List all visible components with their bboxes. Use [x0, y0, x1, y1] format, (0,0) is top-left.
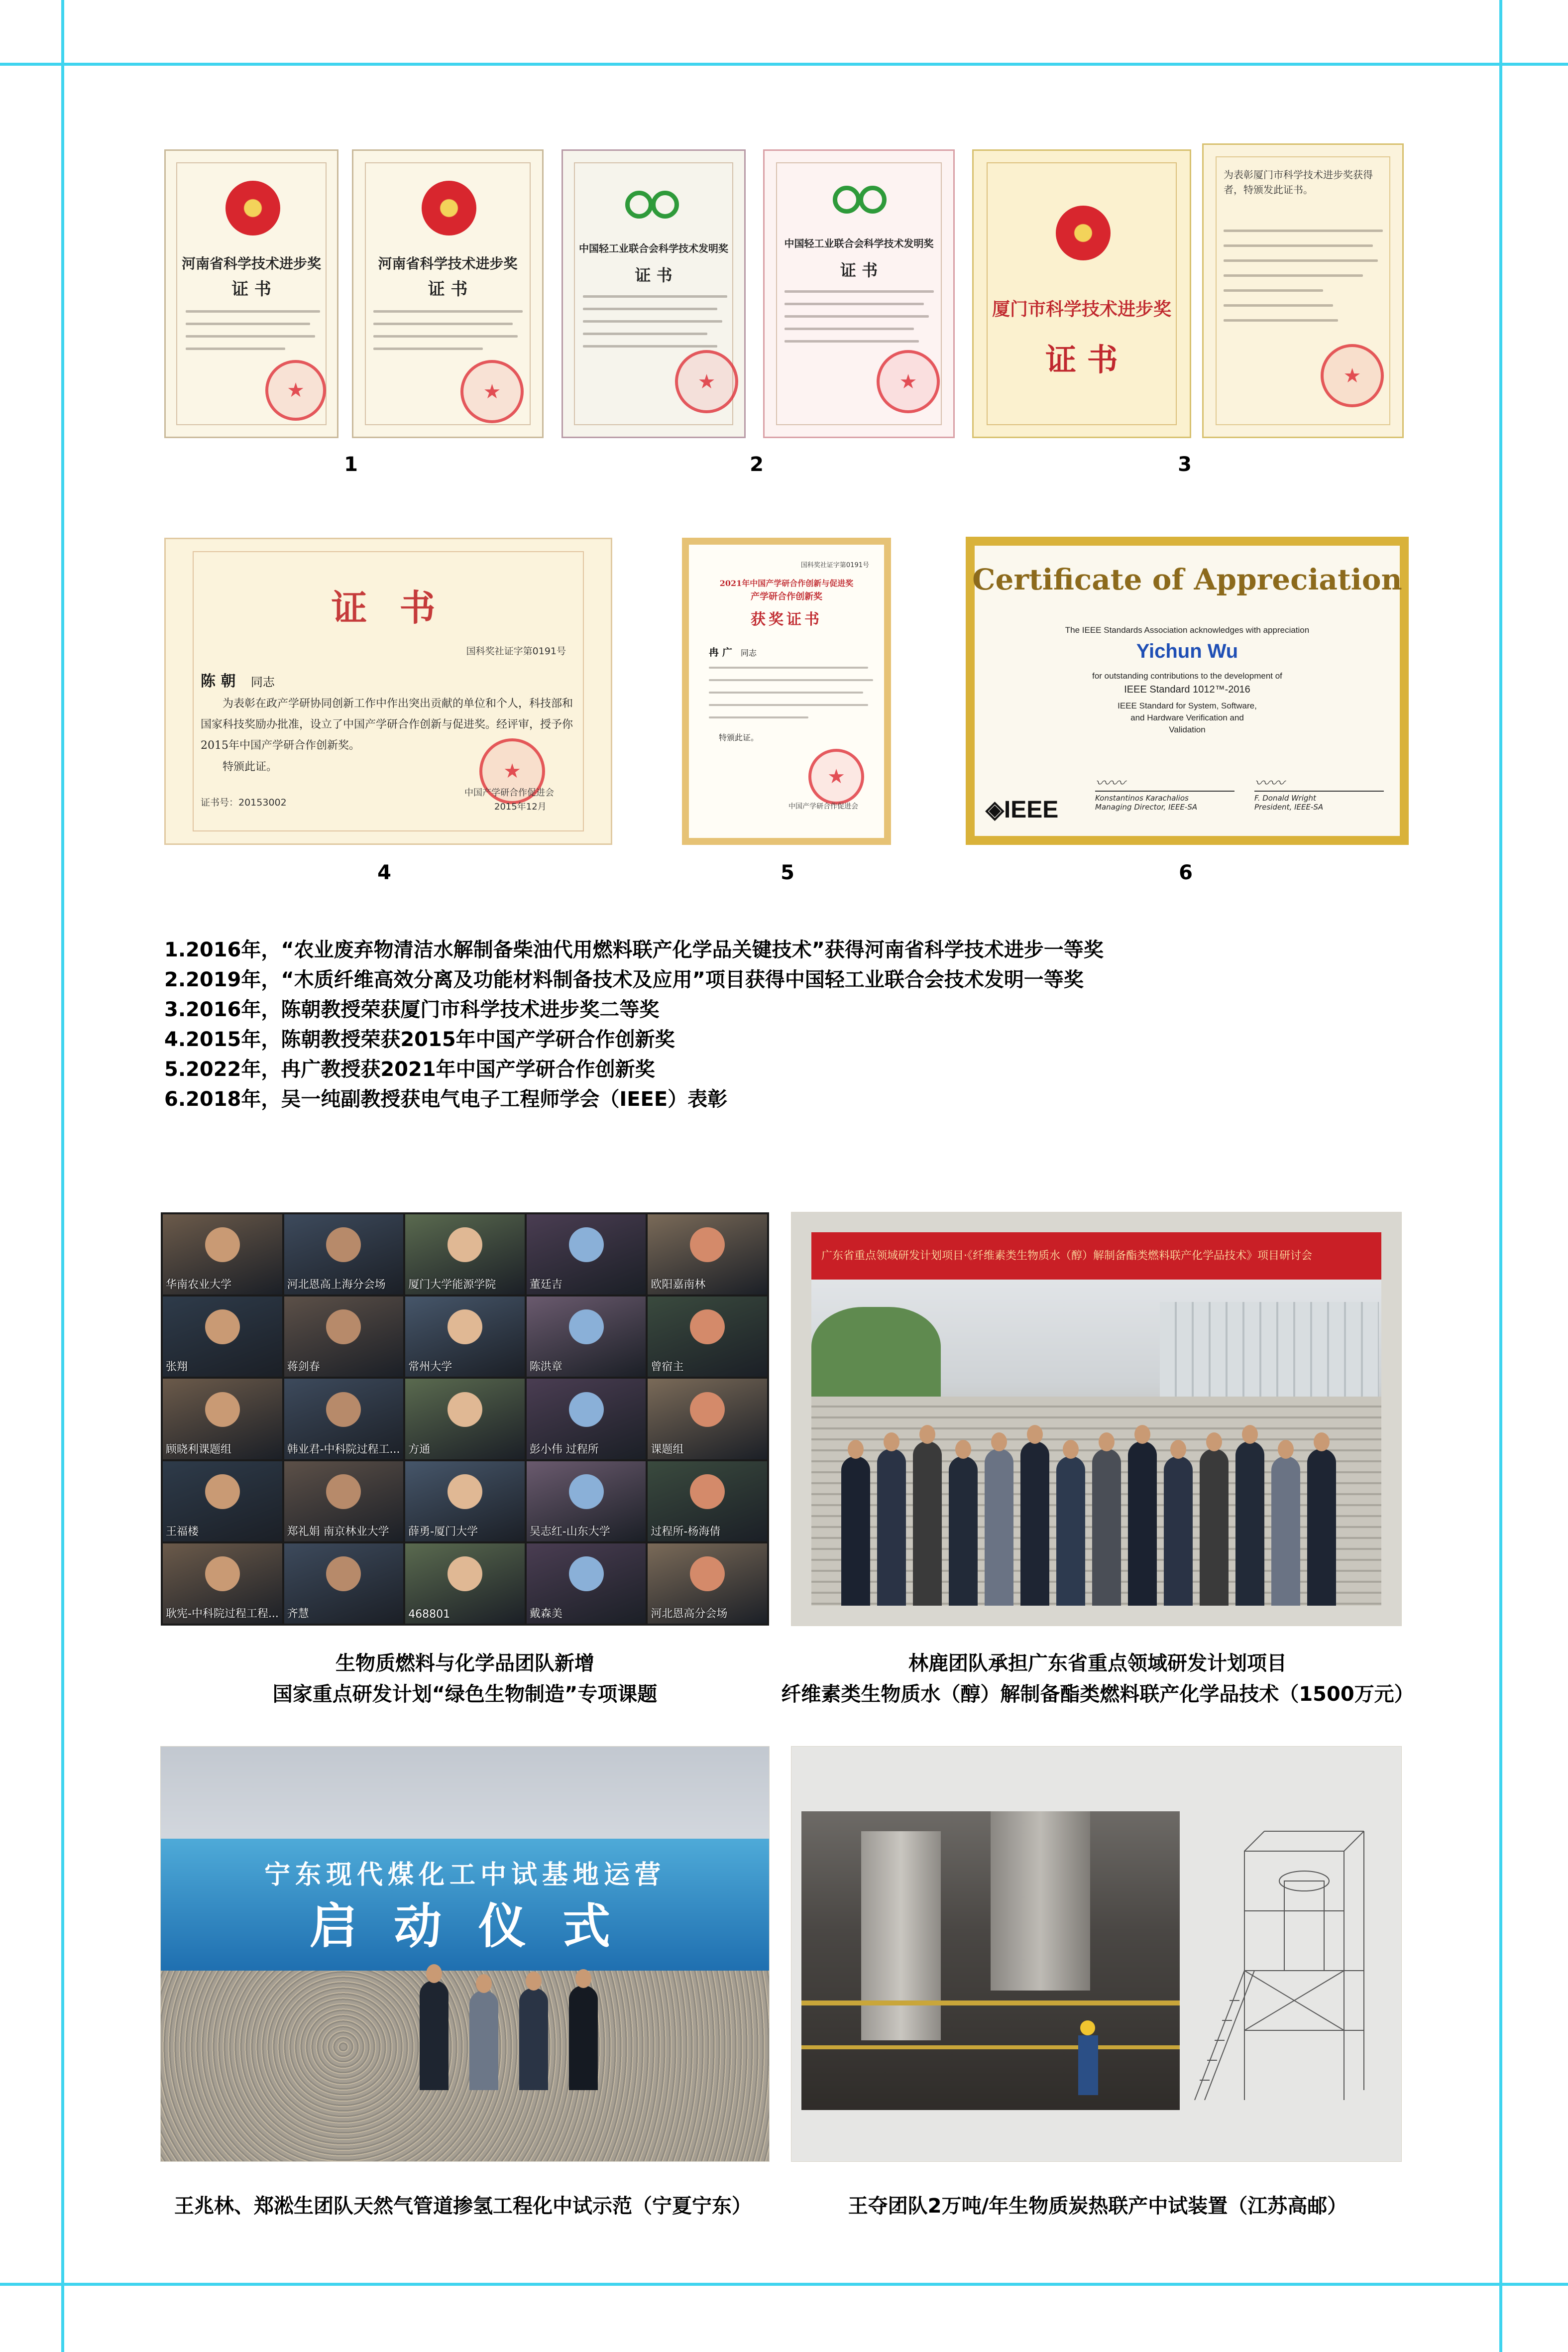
- participant-label: 河北恩高分会场: [651, 1607, 728, 1620]
- certificate-title-line1: 2021年中国产学研合作创新与促进奖: [719, 579, 854, 588]
- participant-label: 薛勇-厦门大学: [408, 1525, 478, 1538]
- signature-2: 〰〰 F. Donald Wright President, IEEE-SA: [1254, 771, 1384, 812]
- video-tile: [648, 1461, 767, 1541]
- signature-scribble-icon: 〰〰: [1254, 771, 1384, 792]
- recipient-name: 陈 朝 同志: [201, 673, 275, 690]
- participant-avatar: [569, 1309, 604, 1344]
- national-emblem-icon: [1056, 206, 1111, 260]
- certificate-number-4: 4: [377, 861, 391, 884]
- participant-label: 韩业君-中科院过程工...: [287, 1443, 400, 1456]
- issuer: 中国产学研合作促进会: [788, 803, 858, 811]
- ieee-standard: IEEE Standard 1012™-2016: [1124, 684, 1250, 695]
- certificate-xiamen-cover: [972, 149, 1191, 438]
- participant-avatar: [690, 1392, 725, 1427]
- ieee-desc-3: Validation: [1169, 725, 1206, 734]
- ceremony-banner: 宁东现代煤化工中试基地运营 启 动 仪 式: [161, 1839, 769, 1971]
- certificate-light-industry-1: [561, 149, 746, 438]
- participant-avatar: [569, 1392, 604, 1427]
- rings-logo-icon: [625, 191, 685, 221]
- issuer: 中国产学研合作促进会: [464, 788, 554, 798]
- video-tile: [284, 1214, 404, 1294]
- video-tile: [163, 1543, 282, 1624]
- participant-avatar: [569, 1474, 604, 1509]
- participant-avatar: [205, 1474, 240, 1509]
- participant-label: 戴森美: [529, 1607, 562, 1620]
- award-item-6: 6.2018年，吴一纯副教授获电气电子工程师学会（IEEE）表彰: [164, 1088, 728, 1111]
- participant-label: 常州大学: [408, 1361, 452, 1374]
- participant-label: 方通: [408, 1443, 431, 1456]
- participant-label: 郑礼娟 南京林业大学: [287, 1525, 389, 1538]
- participant-label: 张翔: [166, 1361, 188, 1374]
- participant-label: 河北恩高上海分会场: [287, 1279, 386, 1292]
- video-tile: [284, 1461, 404, 1541]
- official-seal-icon: [808, 749, 864, 805]
- certificate-closing: 特颁此证。: [223, 761, 278, 773]
- participant-avatar: [690, 1227, 725, 1262]
- participant-label: 过程所-杨海倩: [651, 1525, 721, 1538]
- video-conference-screenshot: [161, 1212, 769, 1626]
- certificate-word: 证 书: [231, 279, 271, 299]
- group-of-people: [841, 1382, 1351, 1606]
- video-tile: [405, 1461, 525, 1541]
- official-seal-icon: [877, 350, 940, 413]
- ieee-desc-2: and Hardware Verification and: [1130, 713, 1244, 722]
- participant-label: 顾晓利课题组: [166, 1443, 232, 1456]
- national-emblem-icon: [422, 181, 476, 235]
- participant-avatar: [326, 1309, 361, 1344]
- caption-photo-2: 林鹿团队承担广东省重点领域研发计划项目 纤维素类生物质水（醇）解制备酯类燃料联产化学品技术（1500万元）: [781, 1652, 1414, 1706]
- caption-photo-4: 王夺团队2万吨/年生物质炭热联产中试装置（江苏高邮）: [848, 2195, 1347, 2218]
- video-tile: [163, 1461, 282, 1541]
- video-tile: [284, 1543, 404, 1624]
- official-seal-icon: [460, 360, 524, 423]
- participant-label: 课题组: [651, 1443, 684, 1456]
- participant-avatar: [448, 1556, 482, 1591]
- rings-logo-icon: [833, 186, 893, 216]
- video-tile: [163, 1214, 282, 1294]
- certificate-closing: 特颁此证。: [719, 733, 759, 742]
- video-tile: [405, 1296, 525, 1377]
- certificate-title: 厦门市科学技术进步奖: [992, 299, 1171, 320]
- certificate-henan-1: [164, 149, 338, 438]
- signature-1: 〰〰 Konstantinos Karachalios Managing Director, IEEE-SA: [1095, 771, 1234, 812]
- video-tile: [163, 1296, 282, 1377]
- certificate-henan-2: [352, 149, 544, 438]
- video-tile: [527, 1296, 646, 1377]
- participant-avatar: [448, 1309, 482, 1344]
- participant-label: 吴志红-山东大学: [529, 1525, 610, 1538]
- participant-label: 耿宪-中科院过程工程...: [166, 1607, 279, 1620]
- certificate-word: 证 书: [1045, 342, 1118, 378]
- certificate-title: 河南省科学技术进步奖: [181, 255, 321, 272]
- award-item-4: 4.2015年，陈朝教授荣获2015年中国产学研合作创新奖: [164, 1028, 675, 1051]
- video-tile: [527, 1461, 646, 1541]
- recipient-name: Yichun Wu: [1136, 640, 1238, 662]
- certificate-number-2: 2: [750, 453, 764, 476]
- video-tile: [527, 1379, 646, 1459]
- participant-avatar: [205, 1227, 240, 1262]
- award-item-5: 5.2022年，冉广教授获2021年中国产学研合作创新奖: [164, 1058, 655, 1081]
- recipient-name: 冉 广 同志: [709, 646, 757, 658]
- certificate-serial-bottom: 证书号：20153002: [201, 797, 287, 808]
- certificate-number-1: 1: [344, 453, 358, 476]
- award-item-3: 3.2016年，陈朝教授荣获厦门市科学技术进步奖二等奖: [164, 998, 660, 1021]
- award-item-2: 2.2019年，“木质纤维高效分离及功能材料制备技术及应用”项目获得中国轻工业联合会技术发明一等奖: [164, 968, 1084, 991]
- participant-avatar: [205, 1309, 240, 1344]
- national-emblem-icon: [225, 181, 280, 235]
- ieee-line2: for outstanding contributions to the development of: [1092, 671, 1282, 681]
- certificate-industry-academia-2021: [682, 538, 891, 845]
- certificate-body: 为表彰在政产学研协同创新工作中作出突出贡献的单位和个人，科技部和国家科技奖励办批准，设立了中国产学研合作创新与促进奖。经评审，授予你2015年中国产学研合作创新奖。: [201, 698, 573, 752]
- bottom-guide-line: [0, 2283, 1568, 2286]
- official-seal-icon: [265, 360, 326, 421]
- participant-avatar: [326, 1227, 361, 1262]
- certificate-ieee-appreciation: [966, 537, 1409, 845]
- video-tile: [405, 1214, 525, 1294]
- participant-label: 蒋剑春: [287, 1361, 320, 1374]
- participant-avatar: [690, 1556, 725, 1591]
- certificate-title: 证 书: [331, 587, 446, 629]
- video-tile: [405, 1379, 525, 1459]
- issue-date: 2015年12月: [494, 802, 547, 812]
- video-tile: [648, 1543, 767, 1624]
- video-tile: [648, 1379, 767, 1459]
- left-guide-line: [61, 0, 64, 2352]
- tower-structure-icon: [1185, 1821, 1394, 2110]
- right-guide-line: [1499, 0, 1502, 2352]
- participant-label: 彭小伟 过程所: [529, 1443, 599, 1456]
- certificate-title: 中国轻工业联合会科学技术发明奖: [784, 237, 934, 249]
- ieee-logo: ◈IEEE: [986, 797, 1059, 823]
- group-photo-meeting: [791, 1212, 1401, 1626]
- certificate-serial-top: 国科奖社证字第0191号: [466, 646, 566, 657]
- certificate-title-line2: 产学研合作创新奖: [751, 591, 822, 602]
- participant-avatar: [690, 1309, 725, 1344]
- participant-label: 欧阳嘉南林: [651, 1279, 706, 1292]
- participant-avatar: [326, 1474, 361, 1509]
- photo-biochar-pilot-plant: [791, 1747, 1401, 2161]
- certificate-number-5: 5: [781, 861, 794, 884]
- video-tile: [284, 1379, 404, 1459]
- certificate-award: 获奖证书: [751, 611, 822, 628]
- ieee-line1: The IEEE Standards Association acknowledges with appreciation: [1065, 625, 1310, 635]
- participant-avatar: [205, 1556, 240, 1591]
- participant-avatar: [326, 1392, 361, 1427]
- participant-avatar: [448, 1227, 482, 1262]
- caption-photo-1: 生物质燃料与化学品团队新增 国家重点研发计划“绿色生物制造”专项课题: [272, 1652, 658, 1706]
- participant-avatar: [569, 1227, 604, 1262]
- people-standing: [420, 1961, 629, 2090]
- video-tile: [648, 1214, 767, 1294]
- official-seal-icon: [675, 350, 738, 413]
- video-tile: [163, 1379, 282, 1459]
- certificate-title: 河南省科学技术进步奖: [378, 255, 518, 272]
- participant-label: 468801: [408, 1608, 450, 1621]
- video-tile: [284, 1296, 404, 1377]
- certificate-number-3: 3: [1178, 453, 1192, 476]
- certificate-xiamen-inside: [1202, 143, 1404, 438]
- certificate-industry-academia-2015: [164, 538, 612, 845]
- participant-avatar: [448, 1474, 482, 1509]
- video-tile: [527, 1543, 646, 1624]
- participant-label: 陈洪章: [529, 1361, 562, 1374]
- certificate-word: 证 书: [428, 279, 468, 299]
- top-guide-line: [0, 63, 1568, 66]
- participant-label: 厦门大学能源学院: [408, 1279, 496, 1292]
- signature-scribble-icon: 〰〰: [1095, 771, 1234, 792]
- participant-avatar: [326, 1556, 361, 1591]
- video-tile: [648, 1296, 767, 1377]
- participant-avatar: [448, 1392, 482, 1427]
- caption-photo-3: 王兆林、郑淞生团队天然气管道掺氢工程化中试示范（宁夏宁东）: [174, 2195, 752, 2218]
- participant-label: 董廷吉: [529, 1279, 562, 1292]
- certificate-title: Certificate of Appreciation: [972, 563, 1402, 596]
- plant-photo: [801, 1811, 1180, 2110]
- photo-ningdong-ceremony: [161, 1747, 769, 2161]
- certificate-word: 证 书: [635, 266, 672, 285]
- certificate-title: 中国轻工业联合会科学技术发明奖: [579, 242, 728, 254]
- participant-label: 王福楼: [166, 1525, 199, 1538]
- participant-avatar: [205, 1392, 240, 1427]
- participant-label: 齐慧: [287, 1607, 309, 1620]
- certificate-serial: 国科奖社证字第0191号: [800, 562, 869, 569]
- official-seal-icon: [1321, 344, 1384, 407]
- video-tile: [405, 1543, 525, 1624]
- video-tile: [527, 1214, 646, 1294]
- cad-drawing: [1185, 1821, 1394, 2110]
- participant-label: 华南农业大学: [166, 1279, 232, 1292]
- meeting-banner: 广东省重点领域研发计划项目·《纤维素类生物质水（醇）解制备酯类燃料联产化学品技术》项目研讨会: [811, 1232, 1381, 1280]
- participant-avatar: [569, 1556, 604, 1591]
- ieee-desc-1: IEEE Standard for System, Software,: [1118, 701, 1257, 710]
- participant-label: 曾宿主: [651, 1361, 684, 1374]
- certificate-number-6: 6: [1179, 861, 1193, 884]
- certificate-header: 为表彰厦门市科学技术进步奖获得者，特颁发此证书。: [1224, 169, 1373, 196]
- participant-avatar: [690, 1474, 725, 1509]
- certificate-word: 证 书: [840, 261, 878, 280]
- certificate-light-industry-2: [763, 149, 955, 438]
- award-item-1: 1.2016年，“农业废弃物清洁水解制备柴油代用燃料联产化学品关键技术”获得河南省科学技术进步一等奖: [164, 939, 1104, 961]
